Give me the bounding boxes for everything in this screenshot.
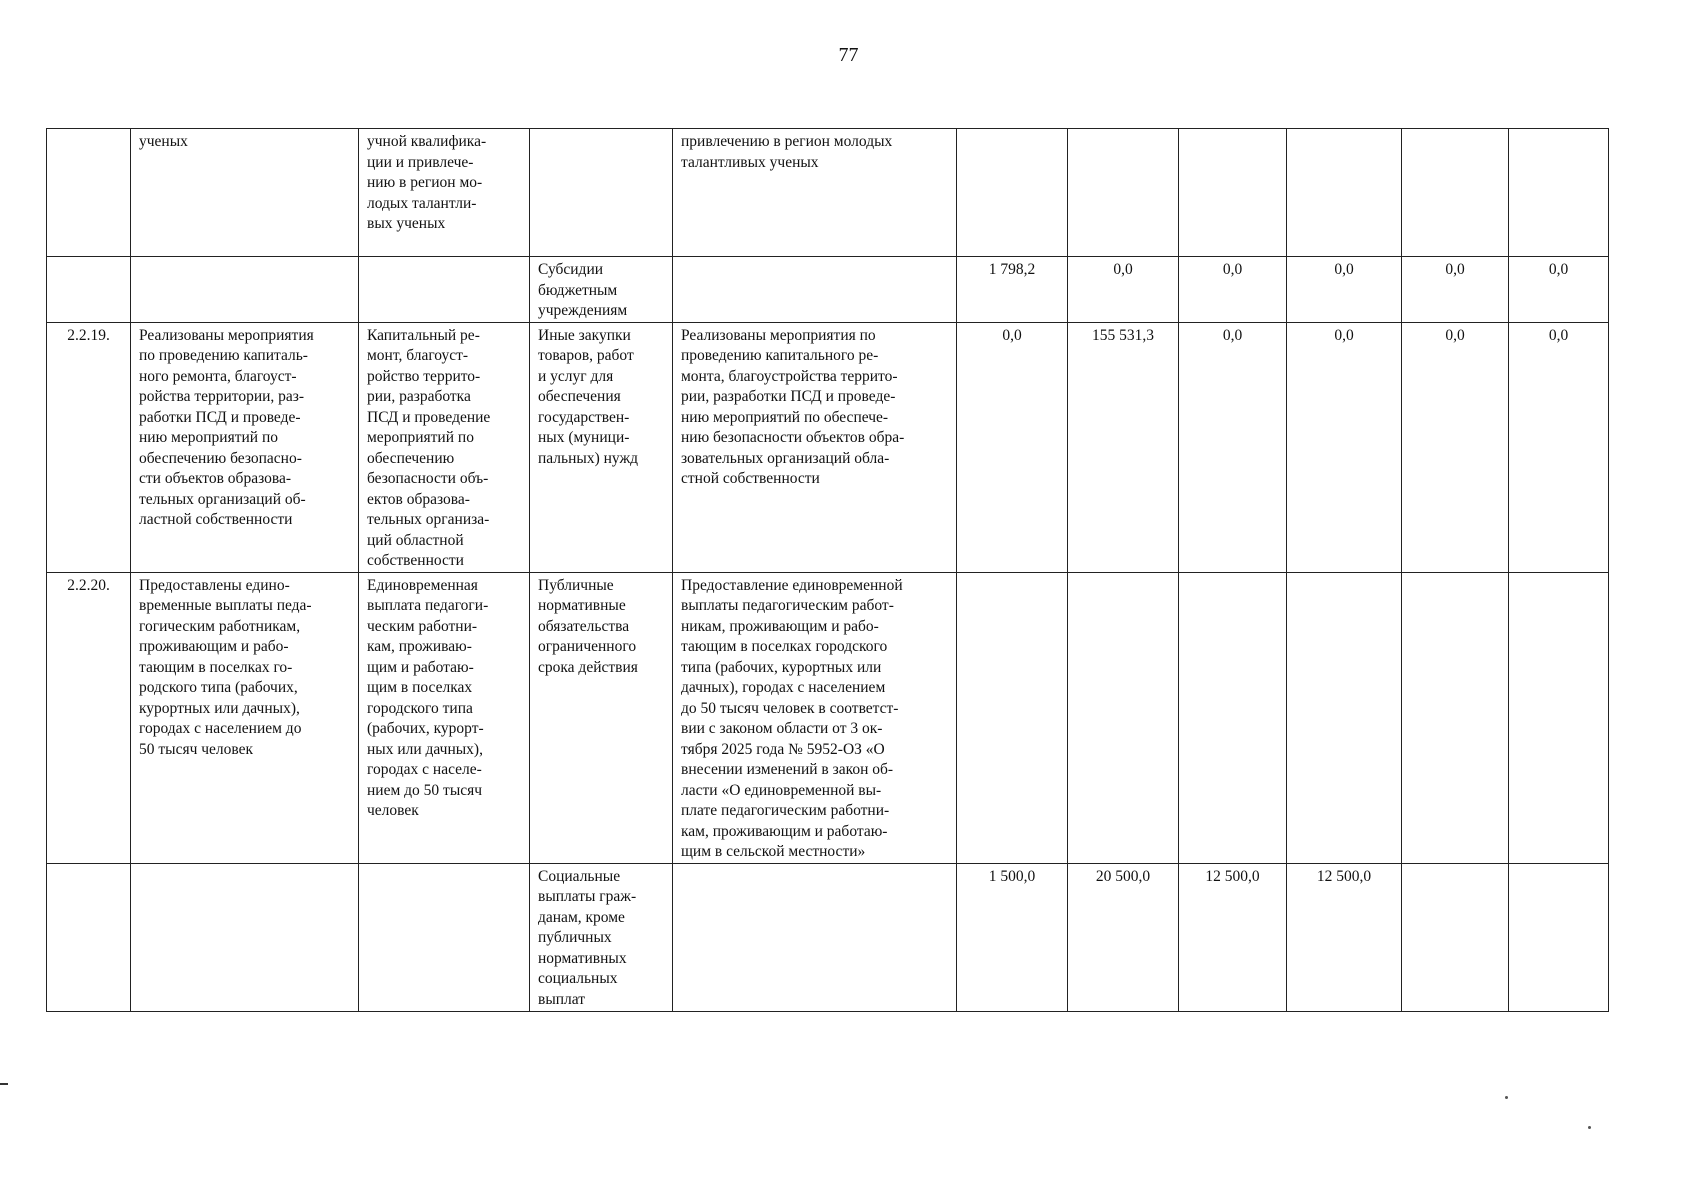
row-measure: Капитальный ре- монт, благоуст- ройство террито- рии, разработка ПСД и проведение мероприятий по обеспечению безопасности объ- ектов образова- тельных организа- ций областной собственности [359,322,530,572]
row-value-year-5: 0,0 [1402,257,1509,323]
row-description: Реализованы мероприятия по проведению капитального ре- монта, благоустройства террито- рии, разработки ПСД и проведе- нию мероприятий по обеспече- нию безопасности объектов обра- зовательных организаций обла- стной собственности [673,322,957,572]
row-expense-type: Субсидии бюджетным учреждениям [530,257,673,323]
row-expense-type [530,129,673,257]
row-value-year-1 [957,129,1068,257]
row-measure [359,257,530,323]
row-measure: Единовременная выплата педагоги- ческим работни- кам, проживаю- щим и работаю- щим в поселках городского типа (рабочих, курорт- ных или дачных), городах с населе- нием до 50 тысяч человек [359,572,530,863]
scan-speck [1505,1096,1508,1099]
row-value-year-4: 12 500,0 [1287,863,1402,1011]
row-value-year-3: 0,0 [1179,257,1287,323]
row-value-year-6: 0,0 [1509,257,1609,323]
row-value-year-1 [957,572,1068,863]
row-value-year-2: 155 531,3 [1068,322,1179,572]
table-row [47,322,1609,572]
table-row [47,129,1609,257]
row-code [47,863,131,1011]
scan-mark [0,1083,8,1085]
row-value-year-6: 0,0 [1509,322,1609,572]
page-number: 77 [838,44,859,66]
row-value-year-4 [1287,129,1402,257]
table-row [47,863,1609,1011]
row-value-year-6 [1509,572,1609,863]
row-value-year-3 [1179,129,1287,257]
program-activities-table [46,128,1609,1012]
row-value-year-3: 0,0 [1179,322,1287,572]
row-value-year-1: 1 798,2 [957,257,1068,323]
row-description: привлечению в регион молодых талантливых ученых [673,129,957,257]
row-value-year-5 [1402,129,1509,257]
row-value-year-2: 0,0 [1068,257,1179,323]
row-description: Предоставление единовременной выплаты педагогическим работ- никам, проживающим и рабо- тающим в поселках городского типа (рабочих, курортных или дачных), городах с населением до 50 тысяч человек в соответст- вии с законом области от 3 ок- тября 2025 года № 5952-ОЗ «О внесении изменений в закон об- ласти «О единовременной вы- плате педагогическим работни- кам, проживающим и работаю- щим в сельской местности» [673,572,957,863]
row-result: ученых [131,129,359,257]
row-value-year-2 [1068,129,1179,257]
row-value-year-2 [1068,572,1179,863]
row-value-year-4: 0,0 [1287,322,1402,572]
row-value-year-3: 12 500,0 [1179,863,1287,1011]
row-value-year-3 [1179,572,1287,863]
row-value-year-6 [1509,863,1609,1011]
row-code [47,257,131,323]
row-value-year-5: 0,0 [1402,322,1509,572]
row-value-year-5 [1402,863,1509,1011]
row-result [131,863,359,1011]
row-code: 2.2.19. [47,322,131,572]
row-result: Предоставлены едино- временные выплаты педа- гогическим работникам, проживающим и рабо- тающим в поселках го- родского типа (рабочих, курортных или дачных), городах с населением до 50 тысяч человек [131,572,359,863]
row-value-year-1: 0,0 [957,322,1068,572]
row-code: 2.2.20. [47,572,131,863]
row-description [673,257,957,323]
table-row [47,572,1609,863]
row-measure: учной квалифика- ции и привлече- нию в регион мо- лодых талантли- вых ученых [359,129,530,257]
row-result [131,257,359,323]
row-expense-type: Иные закупки товаров, работ и услуг для обеспечения государствен- ных (муници- пальных) нужд [530,322,673,572]
row-value-year-4: 0,0 [1287,257,1402,323]
row-value-year-4 [1287,572,1402,863]
row-value-year-2: 20 500,0 [1068,863,1179,1011]
row-result: Реализованы мероприятия по проведению капиталь- ного ремонта, благоуст- ройства территории, раз- работки ПСД и проведе- нию мероприятий по обеспечению безопасно- сти объектов образова- тельных организаций об- ластной собственности [131,322,359,572]
row-expense-type: Социальные выплаты граж- данам, кроме публичных нормативных социальных выплат [530,863,673,1011]
row-value-year-5 [1402,572,1509,863]
row-value-year-6 [1509,129,1609,257]
row-code [47,129,131,257]
row-description [673,863,957,1011]
row-measure [359,863,530,1011]
row-value-year-1: 1 500,0 [957,863,1068,1011]
table-row [47,257,1609,323]
row-expense-type: Публичные нормативные обязательства ограниченного срока действия [530,572,673,863]
scan-speck [1588,1126,1591,1129]
